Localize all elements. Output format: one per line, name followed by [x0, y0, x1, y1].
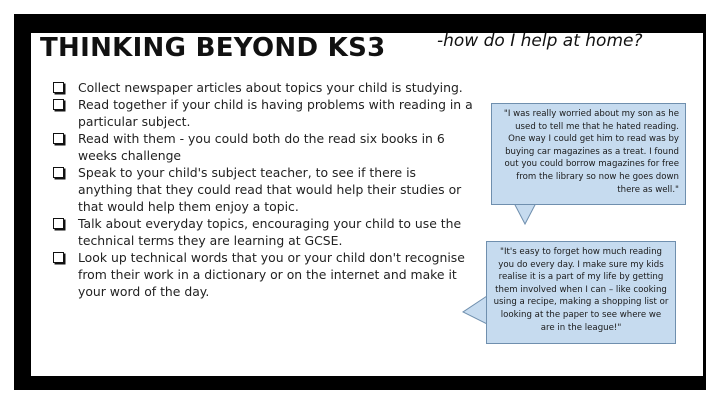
checkbox-icon — [53, 133, 64, 144]
list-item — [53, 130, 473, 164]
list-item — [53, 249, 473, 300]
checkbox-icon — [53, 82, 64, 93]
checkbox-icon — [53, 167, 64, 178]
checkbox-icon — [53, 218, 64, 229]
bullet-text: Read together if your child is having problems with reading in a particular subject. — [78, 97, 473, 129]
bullet-text: Look up technical words that you or your child don't recognise from their work in a dictionary or on the internet and make it your word of the day. — [78, 250, 465, 299]
callout-tail-top — [514, 203, 544, 225]
callout-tail-bottom — [462, 296, 488, 326]
quote-callout-bottom: "It's easy to forget how much reading you do every day. I make sure my kids realise it is a part of my life by getting them involved when I can – like cooking using a recipe, making a shopping list or looking at the paper to see where we are in the league!" — [486, 241, 676, 344]
checkbox-icon — [53, 252, 64, 263]
slide-subtitle: -how do I help at home? — [437, 31, 643, 51]
bullet-list — [53, 79, 473, 300]
bullet-text: Read with them - you could both do the read six books in 6 weeks challenge — [78, 131, 445, 163]
bullet-text: Speak to your child's subject teacher, to see if there is anything that they could read that would help their studies or that would help them enjoy a topic. — [78, 165, 462, 214]
list-item — [53, 96, 473, 130]
slide-title: THINKING BEYOND KS3 — [40, 33, 386, 63]
checkbox-icon — [53, 99, 64, 110]
list-item — [53, 79, 473, 96]
bullet-text: Collect newspaper articles about topics your child is studying. — [78, 80, 463, 95]
list-item — [53, 215, 473, 249]
list-item — [53, 164, 473, 215]
quote-callout-top: "I was really worried about my son as he used to tell me that he hated reading. One way I could get him to read was by buying car magazines as a treat. I found out you could borrow magazines for free from the library so now he goes down there as well." — [491, 103, 686, 205]
bullet-text: Talk about everyday topics, encouraging your child to use the technical terms they are learning at GCSE. — [78, 216, 462, 248]
